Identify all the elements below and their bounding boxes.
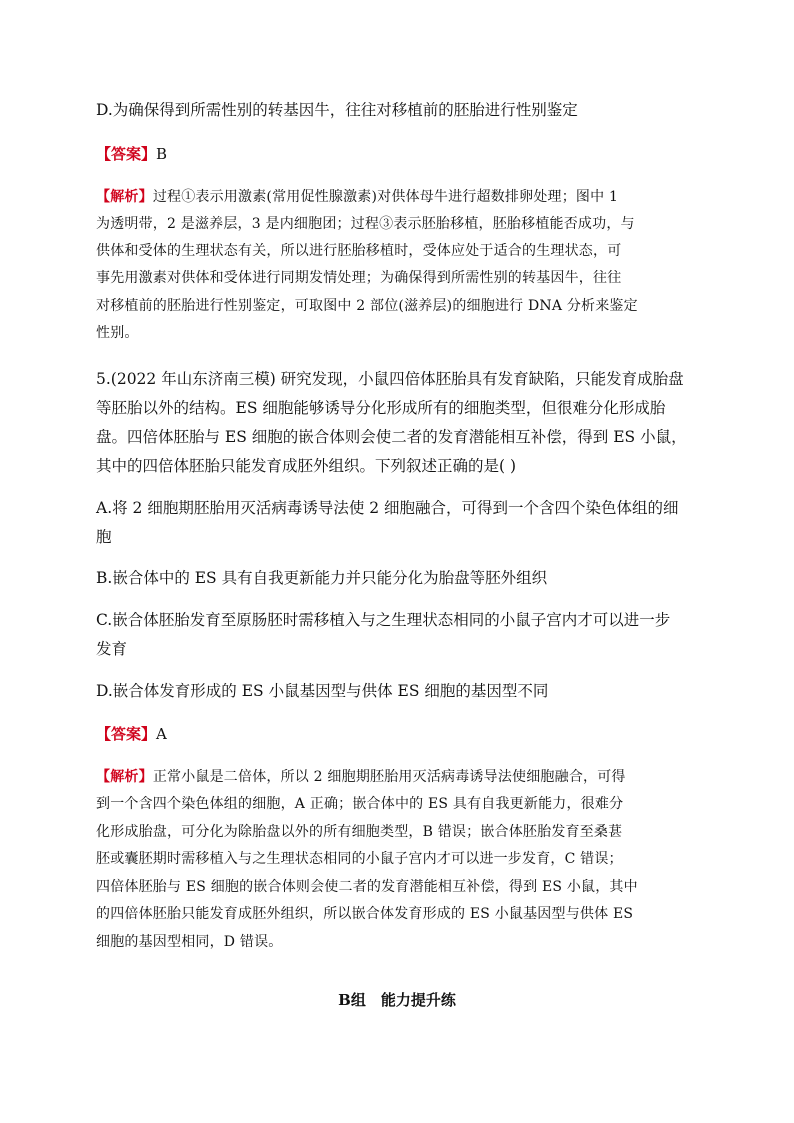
q5-stem-line-2: 等胚胎以外的结构。ES 细胞能够诱导分化形成所有的细胞类型，但很难分化形成胎 xyxy=(96,399,666,417)
q5-analysis-line-4: 胚或囊胚期时需移植入与之生理状态相同的小鼠子宫内才可以进一步发育，C 错误； xyxy=(96,851,623,867)
analysis-text: 正常小鼠是二倍体，所以 2 细胞期胚胎用灭活病毒诱导法使细胞融合，可得 xyxy=(152,769,626,785)
q4-analysis-line-1 xyxy=(96,186,618,208)
q5-analysis-line-1 xyxy=(96,766,626,788)
answer-value: A xyxy=(156,725,167,743)
analysis-label: 【解析】 xyxy=(96,769,153,785)
q5-answer xyxy=(96,723,167,745)
q4-answer xyxy=(96,143,167,165)
q5-option-a-line-2: 胞 xyxy=(96,528,112,546)
q5-option-c-line-1: C.嵌合体胚胎发育至原肠胚时需移植入与之生理状态相同的小鼠子宫内才可以进一步 xyxy=(96,611,671,629)
q4-analysis-line-3: 供体和受体的生理状态有关，所以进行胚胎移植时，受体应处于适合的生理状态，可 xyxy=(96,243,622,259)
q5-stem-line-3: 盘。四倍体胚胎与 ES 细胞的嵌合体则会使二者的发育潜能相互补偿，得到 ES 小鼠， xyxy=(96,428,687,446)
q5-analysis-line-6: 的四倍体胚胎只能发育成胚外组织，所以嵌合体发育形成的 ES 小鼠基因型与供体 ES xyxy=(96,906,634,922)
q5-option-b: B.嵌合体中的 ES 具有自我更新能力并只能分化为胎盘等胚外组织 xyxy=(96,569,548,587)
q5-stem-line-4: 其中的四倍体胚胎只能发育成胚外组织。下列叙述正确的是( ) xyxy=(96,457,517,475)
q5-option-a-line-1: A.将 2 细胞期胚胎用灭活病毒诱导法使 2 细胞融合，可得到一个含四个染色体组的细 xyxy=(96,499,679,517)
q4-analysis-line-4: 事先用激素对供体和受体进行同期发情处理；为确保得到所需性别的转基因牛，往往 xyxy=(96,270,622,286)
analysis-label: 【解析】 xyxy=(96,189,153,205)
q5-analysis-line-5: 四倍体胚胎与 ES 细胞的嵌合体则会使二者的发育潜能相互补偿，得到 ES 小鼠，其中 xyxy=(96,879,638,895)
q4-analysis-line-2: 为透明带，2 是滋养层，3 是内细胞团；过程③表示胚胎移植，胚胎移植能否成功，与 xyxy=(96,216,635,232)
q5-analysis-line-3: 化形成胎盘，可分化为除胎盘以外的所有细胞类型，B 错误；嵌合体胚胎发育至桑葚 xyxy=(96,824,623,840)
answer-label: 【答案】 xyxy=(96,145,157,163)
q4-analysis-line-6: 性别。 xyxy=(96,325,139,341)
q5-analysis-line-2: 到一个含四个染色体组的细胞，A 正确；嵌合体中的 ES 具有自我更新能力，很难分 xyxy=(96,796,624,812)
answer-value: B xyxy=(156,145,168,163)
q5-stem-line-1: 5.(2022 年山东济南三模) 研究发现，小鼠四倍体胚胎具有发育缺陷，只能发育成胎盘 xyxy=(96,370,684,388)
q5-option-d: D.嵌合体发育形成的 ES 小鼠基因型与供体 ES 细胞的基因型不同 xyxy=(96,682,549,700)
option-d-previous: D.为确保得到所需性别的转基因牛，往往对移植前的胚胎进行性别鉴定 xyxy=(96,101,578,119)
q5-analysis-line-7: 细胞的基因型相同，D 错误。 xyxy=(96,934,283,950)
answer-label: 【答案】 xyxy=(96,725,157,743)
q5-option-c-line-2: 发育 xyxy=(96,640,128,658)
section-b-title: B组 能力提升练 xyxy=(338,991,456,1009)
analysis-text: 过程①表示用激素(常用促性腺激素)对供体母牛进行超数排卵处理；图中 1 xyxy=(152,189,619,205)
q4-analysis-line-5: 对移植前的胚胎进行性别鉴定，可取图中 2 部位(滋养层)的细胞进行 DNA 分析来鉴定 xyxy=(96,298,638,314)
